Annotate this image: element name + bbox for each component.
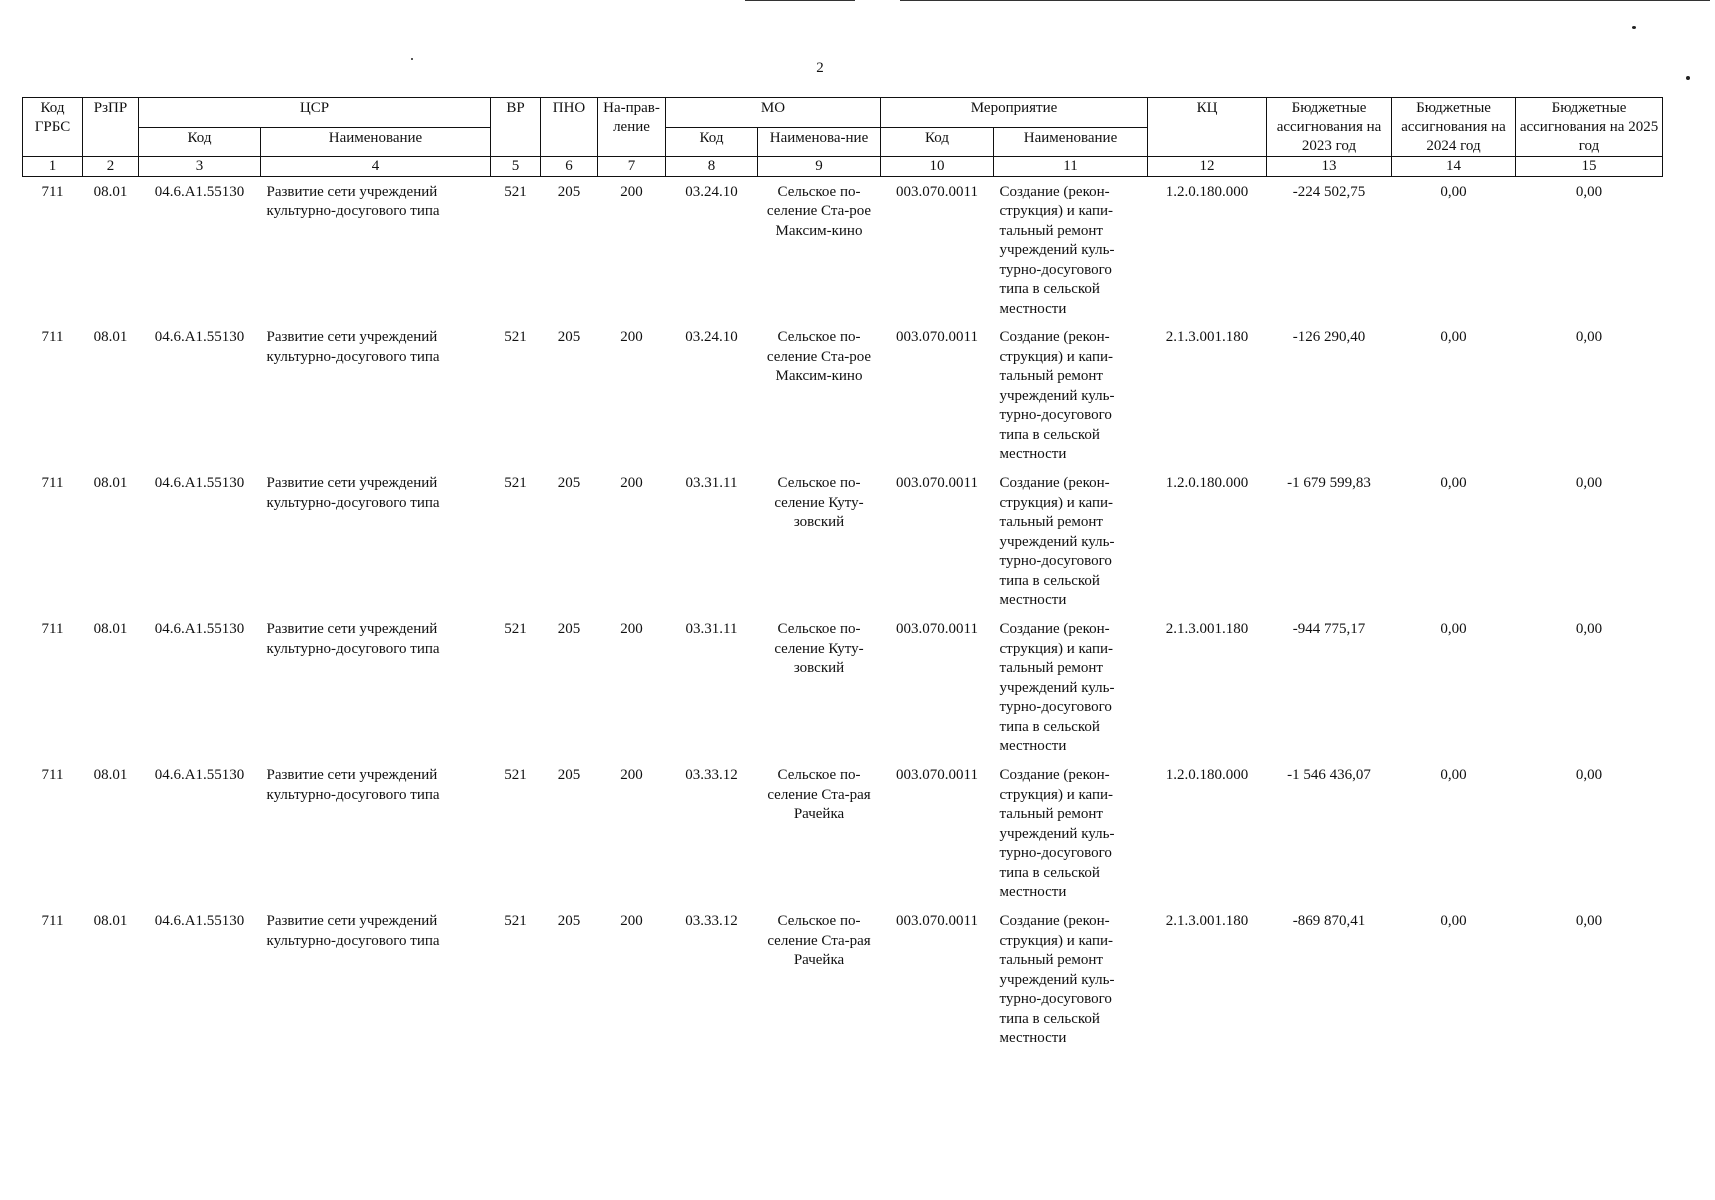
cell-napravlenie: 200: [620, 183, 643, 200]
cell-pno: 205: [557, 475, 581, 492]
scan-artifact-speck: [1632, 26, 1636, 29]
cell-napravlenie: 200: [620, 767, 643, 784]
cell-csr-kod: 04.6.A1.55130: [154, 475, 245, 492]
header-mo-kod: Код: [666, 127, 758, 157]
cell-vr: 521: [504, 329, 527, 346]
scan-artifact-line: [745, 0, 855, 1]
cell-ba-2024: 0,00: [1440, 329, 1467, 346]
cell-mo-kod: 03.33.12: [685, 913, 738, 930]
column-number: 4: [261, 157, 491, 177]
cell-mo-name: Сельское по-селение Ста-рая Рачейка: [767, 767, 871, 823]
cell-ba-2023: -1 679 599,83: [1287, 475, 1371, 492]
cell-ba-2025: 0,00: [1575, 913, 1603, 930]
cell-mer-name: Создание (рекон-струкция) и капи-тальный ремонт учреждений куль-турно-досугового типа в сельской местности: [999, 329, 1115, 463]
scan-artifact-speck: [1686, 76, 1690, 80]
table-row: [23, 322, 1663, 468]
cell-mo-kod: 03.24.10: [685, 183, 738, 200]
cell-csr-kod: 04.6.A1.55130: [154, 329, 245, 346]
table-body: [23, 176, 1663, 1052]
cell-mer-kod: 003.070.0011: [896, 621, 978, 638]
table-row: [23, 906, 1663, 1052]
column-number: 12: [1148, 157, 1267, 177]
column-number: 5: [491, 157, 541, 177]
cell-ba-2024: 0,00: [1440, 183, 1467, 200]
cell-rzpr: 08.01: [93, 475, 128, 492]
cell-pno: 205: [557, 767, 581, 784]
cell-mer-name: Создание (рекон-струкция) и капи-тальный ремонт учреждений куль-турно-досугового типа в сельской местности: [999, 475, 1115, 609]
cell-mer-kod: 003.070.0011: [896, 475, 978, 492]
header-mer-name: Наименование: [994, 127, 1148, 157]
cell-grbs: 711: [41, 475, 64, 492]
header-pno: ПНО: [541, 98, 598, 157]
header-meropriyatie: Мероприятие: [881, 98, 1148, 128]
cell-mo-kod: 03.31.11: [685, 621, 738, 638]
column-number: 6: [541, 157, 598, 177]
cell-vr: 521: [504, 913, 527, 930]
budget-table-container: [22, 97, 1662, 1052]
cell-mo-name: Сельское по-селение Ста-рое Максим-кино: [766, 183, 872, 239]
cell-kc: 2.1.3.001.180: [1165, 329, 1249, 346]
table-row: [23, 614, 1663, 760]
cell-grbs: 711: [41, 183, 64, 200]
cell-grbs: 711: [41, 621, 64, 638]
cell-napravlenie: 200: [620, 475, 643, 492]
cell-mo-kod: 03.24.10: [685, 329, 738, 346]
header-mo: МО: [666, 98, 881, 128]
cell-ba-2024: 0,00: [1440, 913, 1467, 930]
cell-ba-2024: 0,00: [1440, 621, 1467, 638]
cell-mo-kod: 03.31.11: [685, 475, 738, 492]
cell-csr-kod: 04.6.A1.55130: [154, 621, 245, 638]
cell-csr-name: Развитие сети учреждений культурно-досугового типа: [266, 621, 440, 657]
header-ba-2024: Бюджетные ассигнования на 2024 год: [1392, 98, 1516, 157]
header-napravlenie: На-прав-ление: [598, 98, 666, 157]
cell-kc: 2.1.3.001.180: [1165, 621, 1249, 638]
column-number: 7: [598, 157, 666, 177]
cell-kc: 2.1.3.001.180: [1165, 913, 1249, 930]
table-row: [23, 176, 1663, 322]
table-row: [23, 468, 1663, 614]
cell-mer-kod: 003.070.0011: [896, 767, 978, 784]
cell-mer-name: Создание (рекон-струкция) и капи-тальный ремонт учреждений куль-турно-досугового типа в сельской местности: [999, 767, 1115, 901]
cell-vr: 521: [504, 767, 527, 784]
cell-napravlenie: 200: [620, 621, 643, 638]
cell-ba-2025: 0,00: [1575, 183, 1603, 200]
column-number-row: [23, 157, 1663, 177]
cell-grbs: 711: [41, 767, 64, 784]
cell-csr-kod: 04.6.A1.55130: [154, 913, 245, 930]
cell-vr: 521: [504, 475, 527, 492]
cell-mo-name: Сельское по-селение Куту-зовский: [774, 621, 864, 677]
cell-rzpr: 08.01: [93, 767, 128, 784]
header-vr: ВР: [491, 98, 541, 157]
header-mo-name: Наименова-ние: [758, 127, 881, 157]
cell-ba-2025: 0,00: [1575, 767, 1603, 784]
page-number: 2: [816, 60, 824, 76]
header-csr: ЦСР: [139, 98, 491, 128]
cell-pno: 205: [557, 329, 581, 346]
cell-grbs: 711: [41, 329, 64, 346]
cell-mo-kod: 03.33.12: [685, 767, 738, 784]
cell-mer-kod: 003.070.0011: [896, 913, 978, 930]
cell-csr-name: Развитие сети учреждений культурно-досугового типа: [266, 329, 440, 365]
cell-pno: 205: [557, 913, 581, 930]
cell-rzpr: 08.01: [93, 913, 128, 930]
cell-mer-kod: 003.070.0011: [896, 329, 978, 346]
header-kod-grbs: Код ГРБС: [23, 98, 83, 157]
cell-kc: 1.2.0.180.000: [1165, 183, 1249, 200]
cell-kc: 1.2.0.180.000: [1165, 767, 1249, 784]
cell-ba-2025: 0,00: [1575, 475, 1603, 492]
cell-ba-2023: -869 870,41: [1292, 913, 1366, 930]
cell-csr-kod: 04.6.A1.55130: [154, 767, 245, 784]
column-number: 14: [1392, 157, 1516, 177]
cell-csr-name: Развитие сети учреждений культурно-досугового типа: [266, 767, 440, 803]
cell-mer-name: Создание (рекон-струкция) и капи-тальный ремонт учреждений куль-турно-досугового типа в сельской местности: [999, 621, 1115, 755]
column-number: 10: [881, 157, 994, 177]
cell-mer-kod: 003.070.0011: [896, 183, 978, 200]
header-kc: КЦ: [1148, 98, 1267, 157]
cell-grbs: 711: [41, 913, 64, 930]
table-row: [23, 760, 1663, 906]
cell-mo-name: Сельское по-селение Ста-рая Рачейка: [767, 913, 871, 969]
column-number: 15: [1516, 157, 1663, 177]
header-rzpr: РзПР: [83, 98, 139, 157]
cell-ba-2023: -126 290,40: [1292, 329, 1366, 346]
cell-rzpr: 08.01: [93, 621, 128, 638]
cell-ba-2025: 0,00: [1575, 621, 1603, 638]
cell-ba-2024: 0,00: [1440, 475, 1467, 492]
cell-vr: 521: [504, 621, 527, 638]
cell-ba-2023: -944 775,17: [1292, 621, 1366, 638]
column-number: 2: [83, 157, 139, 177]
cell-pno: 205: [557, 621, 581, 638]
cell-napravlenie: 200: [620, 913, 643, 930]
column-number: 8: [666, 157, 758, 177]
header-csr-kod: Код: [139, 127, 261, 157]
scan-artifact-line: [900, 0, 1710, 1]
cell-csr-name: Развитие сети учреждений культурно-досугового типа: [266, 475, 440, 511]
cell-kc: 1.2.0.180.000: [1165, 475, 1249, 492]
header-ba-2025: Бюджетные ассигнования на 2025 год: [1516, 98, 1663, 157]
table-header: [23, 98, 1663, 177]
cell-csr-kod: 04.6.A1.55130: [154, 183, 245, 200]
cell-ba-2025: 0,00: [1575, 329, 1603, 346]
header-csr-name: Наименование: [261, 127, 491, 157]
column-number: 9: [758, 157, 881, 177]
header-mer-kod: Код: [881, 127, 994, 157]
cell-pno: 205: [557, 183, 581, 200]
column-number: 11: [994, 157, 1148, 177]
cell-rzpr: 08.01: [93, 329, 128, 346]
cell-mer-name: Создание (рекон-струкция) и капи-тальный ремонт учреждений куль-турно-досугового типа в сельской местности: [999, 183, 1115, 317]
column-number: 1: [23, 157, 83, 177]
cell-napravlenie: 200: [620, 329, 643, 346]
cell-mer-name: Создание (рекон-струкция) и капи-тальный ремонт учреждений куль-турно-досугового типа в сельской местности: [999, 913, 1115, 1047]
cell-mo-name: Сельское по-селение Ста-рое Максим-кино: [766, 329, 872, 385]
cell-ba-2023: -224 502,75: [1292, 183, 1366, 200]
cell-ba-2023: -1 546 436,07: [1287, 767, 1371, 784]
budget-table: [22, 97, 1663, 1052]
cell-vr: 521: [504, 183, 527, 200]
cell-ba-2024: 0,00: [1440, 767, 1467, 784]
cell-mo-name: Сельское по-селение Куту-зовский: [774, 475, 864, 531]
column-number: 3: [139, 157, 261, 177]
column-number: 13: [1267, 157, 1392, 177]
cell-rzpr: 08.01: [93, 183, 128, 200]
header-ba-2023: Бюджетные ассигнования на 2023 год: [1267, 98, 1392, 157]
cell-csr-name: Развитие сети учреждений культурно-досугового типа: [266, 913, 440, 949]
cell-csr-name: Развитие сети учреждений культурно-досугового типа: [266, 183, 440, 220]
